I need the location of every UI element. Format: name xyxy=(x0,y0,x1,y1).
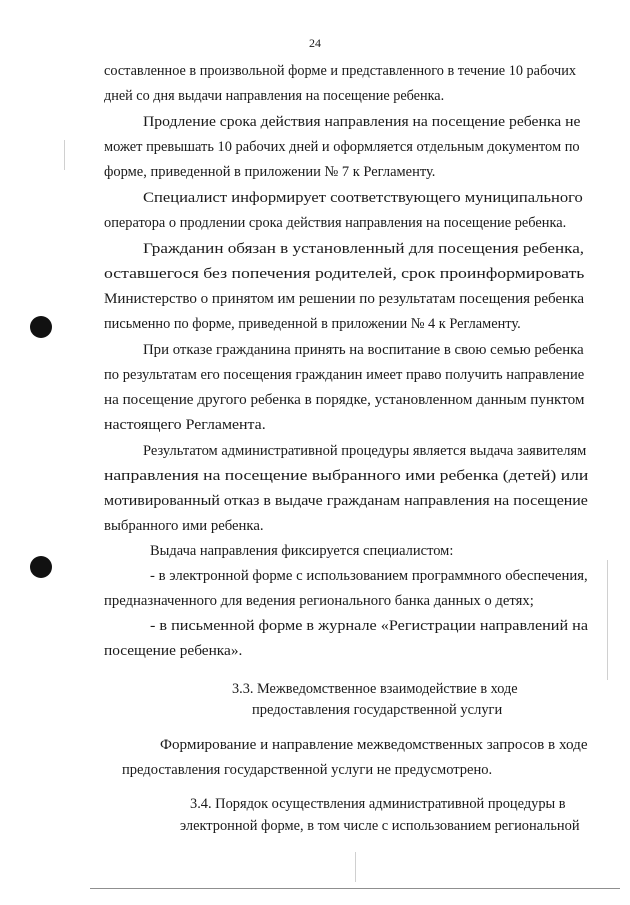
text-line: Формирование и направление межведомственных запросов в ходе xyxy=(160,737,588,753)
text-line: оператора о продлении срока действия направления на посещение ребенка. xyxy=(104,215,567,231)
text-line: направления на посещение выбранного ими ребенка (детей) или xyxy=(104,468,589,484)
text-line: - в электронной форме с использованием программного обеспечения, xyxy=(150,568,588,584)
text-line: составленное в произвольной форме и представленного в течение 10 рабочих xyxy=(104,63,576,79)
text-line: Гражданин обязан в установленный для посещения ребенка, xyxy=(143,241,585,257)
text-line: по результатам его посещения гражданин имеет право получить направление xyxy=(104,367,585,383)
page-number: 24 xyxy=(309,36,321,50)
section-heading: электронной форме, в том числе с использованием региональной xyxy=(180,818,580,834)
text-line: на посещение другого ребенка в порядке, установленном данным пунктом xyxy=(104,392,585,408)
text-line: - в письменной форме в журнале «Регистрации направлений на xyxy=(150,618,588,634)
text-line: Специалист информирует соответствующего муниципального xyxy=(143,190,583,206)
text-line: Продление срока действия направления на посещение ребенка не xyxy=(143,114,581,130)
text-line: Выдача направления фиксируется специалистом: xyxy=(150,543,454,559)
text-line: оставшегося без попечения родителей, срок проинформировать xyxy=(104,266,585,282)
text-line: мотивированный отказ в выдаче гражданам направления на посещение xyxy=(104,493,588,509)
text-line: форме, приведенной в приложении № 7 к Регламенту. xyxy=(104,164,436,180)
text-line: посещение ребенка». xyxy=(104,643,243,659)
punch-hole-top xyxy=(30,316,52,338)
section-heading: 3.3. Межведомственное взаимодействие в ходе xyxy=(232,681,518,697)
text-line: настоящего Регламента. xyxy=(104,417,266,433)
scan-mark-left xyxy=(64,140,65,170)
scan-mark-right xyxy=(607,560,608,680)
text-line: При отказе гражданина принять на воспитание в свою семью ребенка xyxy=(143,342,584,358)
text-line: письменно по форме, приведенной в приложении № 4 к Регламенту. xyxy=(104,316,521,332)
punch-hole-bottom xyxy=(30,556,52,578)
bottom-edge-line xyxy=(90,888,620,889)
text-line: Результатом административной процедуры является выдача заявителям xyxy=(143,443,587,459)
section-heading: предоставления государственной услуги xyxy=(252,702,503,718)
text-line: предоставления государственной услуги не предусмотрено. xyxy=(122,762,493,778)
section-heading: 3.4. Порядок осуществления административной процедуры в xyxy=(190,796,566,812)
scan-mark-bottom xyxy=(355,852,356,882)
text-line: дней со дня выдачи направления на посещение ребенка. xyxy=(104,88,445,104)
text-line: Министерство о принятом им решении по результатам посещения ребенка xyxy=(104,291,585,307)
text-line: выбранного ими ребенка. xyxy=(104,518,264,534)
text-line: предназначенного для ведения регионального банка данных о детях; xyxy=(104,593,534,609)
text-line: может превышать 10 рабочих дней и оформляется отдельным документом по xyxy=(104,139,580,155)
